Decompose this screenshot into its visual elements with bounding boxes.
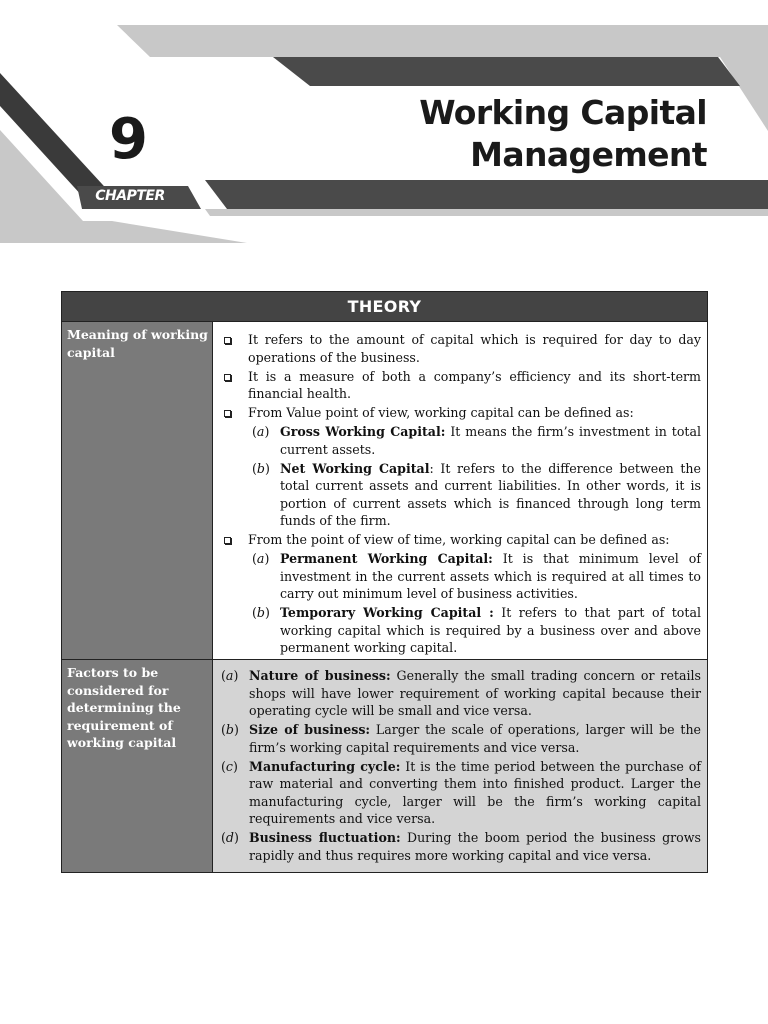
sub-item	[252, 550, 701, 603]
row-heading: Factors to be considered for determining the requirement of working capital	[62, 660, 213, 872]
sub-item	[252, 604, 701, 657]
term: Size of business:	[249, 722, 371, 737]
row-content	[213, 322, 707, 659]
bullet-item	[221, 531, 701, 549]
row-heading: Meaning of working capital	[62, 322, 213, 659]
factor-text	[249, 667, 701, 720]
term: Business fluctuation:	[249, 830, 401, 845]
bullet-item	[221, 331, 701, 366]
sub-item-text	[280, 550, 701, 603]
sub-item-marker: (a)	[252, 424, 270, 439]
factor-marker: (b)	[221, 722, 239, 737]
sub-item-marker: (a)	[252, 551, 270, 566]
chapter-title-line-1: Working Capital	[419, 93, 707, 132]
chapter-title-line-2: Management	[470, 135, 707, 174]
definition: During the boom period the business grows rapidly and thus requires more working capital and vice versa.	[249, 830, 701, 863]
sub-item-marker: (b)	[252, 605, 270, 620]
theory-table	[61, 291, 708, 873]
sub-item-text	[280, 460, 701, 530]
definition: It is that minimum level of investment in the current assets which is required at all times to carry out minimum level of business activities.	[280, 551, 701, 601]
definition: Generally the small trading concern or retails shops will have lower requirement of working capital because their operating cycle will be small and vice versa.	[249, 668, 701, 718]
term: Temporary Working Capital :	[280, 605, 494, 620]
bullet-text: From Value point of view, working capital can be defined as:	[248, 405, 634, 420]
sub-item-text	[280, 423, 701, 458]
factor-item	[221, 667, 701, 720]
square-bullet-icon	[221, 531, 248, 549]
square-bullet-icon	[221, 404, 248, 422]
bullet-item	[221, 404, 701, 422]
definition: : It refers to the difference between the total current assets and current liabilities. In other words, it is portion of current assets which is financed through long term funds of the firm.	[280, 460, 701, 528]
sub-item-text	[280, 604, 701, 657]
factor-item	[221, 829, 701, 864]
factor-text	[249, 829, 701, 864]
chapter-title	[419, 92, 707, 176]
sub-item	[252, 460, 701, 530]
factor-text	[249, 758, 701, 828]
sub-item-marker: (b)	[252, 460, 270, 476]
theory-header: THEORY	[62, 292, 707, 321]
factor-marker: (c)	[221, 758, 238, 774]
table-row	[62, 321, 707, 659]
factor-marker: (a)	[221, 668, 239, 683]
factor-text	[249, 721, 701, 756]
definition: It refers to that part of total working capital which is required by a business over and above permanent working capital.	[280, 605, 701, 655]
square-bullet-icon	[221, 331, 248, 366]
bullet-text: From the point of view of time, working capital can be defined as:	[248, 532, 670, 547]
row-content	[213, 660, 707, 872]
term: Manufacturing cycle:	[249, 758, 401, 774]
square-bullet-icon	[221, 368, 248, 403]
term: Gross Working Capital:	[280, 424, 446, 439]
definition: Larger the scale of operations, larger will be the firm’s working capital requirements and vice versa.	[249, 722, 702, 755]
banner-top-dark-band	[273, 57, 740, 86]
bullet-text: It refers to the amount of capital which is required for day to day operations of the business.	[248, 332, 701, 365]
chapter-number: 9	[109, 107, 147, 172]
chapter-label: CHAPTER	[95, 188, 165, 204]
factor-item	[221, 721, 701, 756]
banner-bottom-light-band	[205, 209, 768, 216]
term: Permanent Working Capital:	[280, 551, 493, 566]
bullet-item	[221, 368, 701, 403]
term: Net Working Capital	[280, 460, 430, 476]
factor-item	[221, 758, 701, 828]
definition: It means the firm’s investment in total current assets.	[280, 424, 701, 457]
bullet-text: It is a measure of both a company’s efficiency and its short-term financial health.	[248, 368, 701, 401]
factor-marker: (d)	[221, 830, 239, 845]
sub-item	[252, 423, 701, 458]
banner-bottom-dark-band	[205, 180, 768, 209]
definition: It is the time period between the purchase of raw material and converting them into finished product. Larger the manufacturing cycle, larger will be the firm’s working capital requirements and vice versa.	[249, 758, 701, 826]
table-row	[62, 659, 707, 872]
term: Nature of business:	[249, 668, 391, 683]
